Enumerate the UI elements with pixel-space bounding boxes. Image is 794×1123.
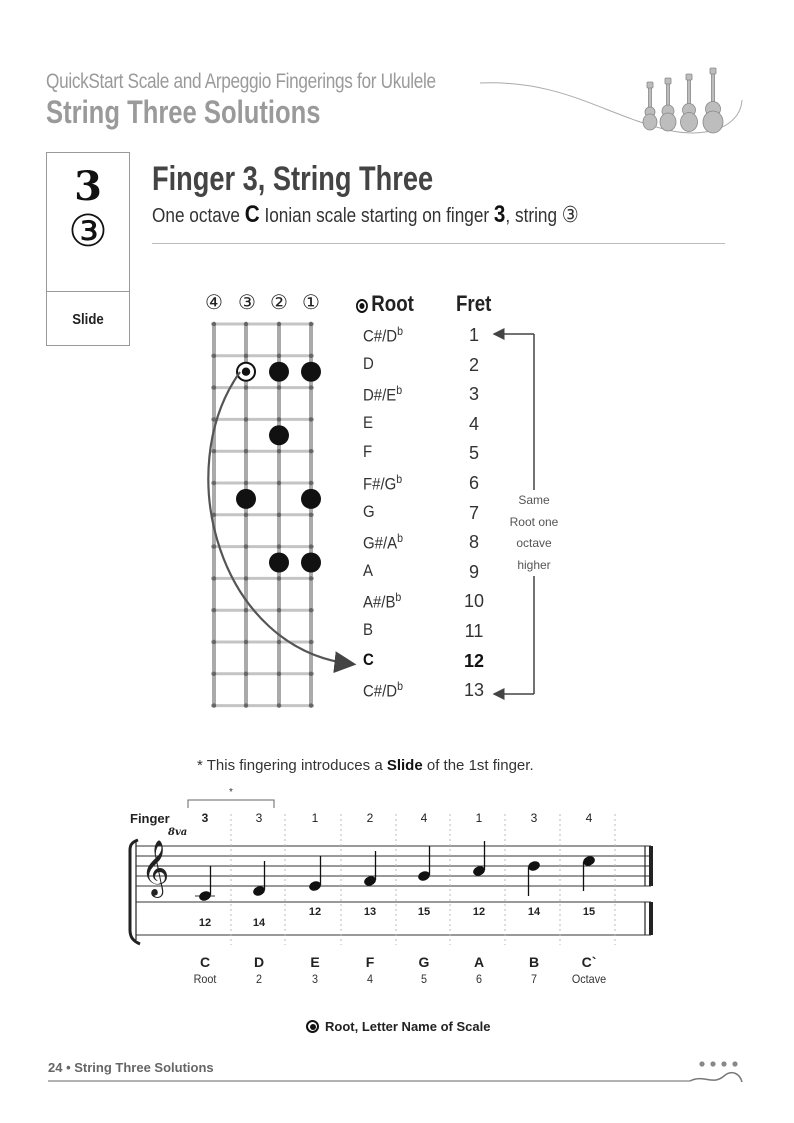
finger-number: 1 — [475, 811, 483, 825]
section-subtitle: One octave C Ionian scale starting on finger 3, string ③ — [152, 201, 579, 228]
subtitle-key: C — [244, 201, 260, 228]
finger-number: 3 — [255, 811, 263, 825]
scale-degree: 4 — [366, 972, 374, 986]
note-name: $D\#/E^b$ — [363, 383, 403, 405]
slide-footnote: * This fingering introduces a Slide of the 1st finger. — [197, 757, 534, 774]
tab-fret-number: 13 — [359, 906, 381, 918]
string-label-2: ② — [270, 290, 288, 314]
scale-note-name: B — [528, 954, 540, 970]
note-name: $G\#/A^b$ — [363, 531, 403, 553]
ottava-mark: 8va — [168, 827, 188, 838]
scale-degree: 7 — [530, 972, 538, 986]
scale-note-name: C — [199, 954, 211, 970]
scale-degree: 6 — [475, 972, 483, 986]
treble-clef-icon: 𝄞 — [141, 840, 170, 896]
fret-number: 4 — [468, 413, 479, 434]
note-name: F — [363, 442, 373, 462]
scale-degree: Octave — [571, 972, 607, 986]
note-name: D — [363, 353, 374, 373]
flat-symbol: b — [397, 679, 403, 694]
fret-number: 12 — [463, 650, 485, 671]
tab-fret-number: 15 — [578, 906, 600, 918]
string-label-3: ③ — [238, 290, 256, 314]
flat-symbol: b — [396, 472, 403, 486]
scale-note-name: F — [365, 954, 375, 970]
finger-number: 3 — [530, 811, 538, 825]
root-legend: Root, Letter Name of Scale — [306, 1018, 490, 1034]
finger-number: 4 — [585, 811, 593, 825]
scale-note-name: D — [253, 954, 265, 970]
scale-degree: 2 — [255, 972, 263, 986]
subtitle-string: ③ — [561, 203, 579, 228]
scale-degree: 5 — [420, 972, 428, 986]
scale-note-name: A — [473, 954, 485, 970]
note-name: E — [363, 412, 373, 432]
page-footer: 24 • String Three Solutions — [48, 1060, 214, 1075]
note-name: B — [363, 620, 373, 639]
note-name: C — [363, 649, 374, 669]
scale-note-name: G — [418, 954, 430, 970]
series-title: QuickStart Scale and Arpeggio Fingerings for Ukulele — [46, 70, 436, 93]
fret-number: 9 — [468, 561, 479, 582]
fret-number: 3 — [468, 384, 479, 405]
fret-column-header: Fret — [456, 291, 492, 316]
octave-note: Same Root one octave higher — [506, 490, 562, 576]
flat-symbol: b — [396, 383, 403, 398]
badge-technique: Slide — [72, 311, 104, 328]
finger-number: 2 — [366, 811, 374, 825]
root-column-header: Root — [356, 291, 414, 317]
tab-fret-number: 14 — [248, 917, 270, 929]
fret-number: 6 — [468, 473, 479, 493]
note-name: $F\#/G^b$ — [363, 472, 403, 494]
finger-number: 3 — [201, 811, 209, 825]
badge-string-number: ③ — [68, 206, 108, 257]
string-label-1: ① — [302, 290, 320, 314]
slide-bracket-marker: * — [229, 787, 233, 798]
fret-number: 11 — [464, 621, 484, 641]
finger-number: 4 — [420, 811, 428, 825]
fret-number: 8 — [468, 532, 479, 553]
fret-number: 5 — [468, 443, 479, 464]
string-label-4: ④ — [205, 290, 223, 314]
fret-number: 13 — [463, 680, 485, 701]
tab-fret-number: 12 — [468, 906, 490, 918]
note-name: $C\#/D^b$ — [363, 679, 403, 701]
finger-number: 1 — [311, 811, 319, 825]
tab-fret-number: 15 — [413, 906, 435, 918]
scale-degree: Root — [193, 972, 217, 986]
scale-note-name: C` — [581, 954, 597, 970]
page-title: String Three Solutions — [46, 94, 321, 130]
tab-fret-number: 12 — [304, 906, 326, 918]
fret-number: 7 — [468, 502, 479, 523]
badge-finger-number: 3 — [74, 163, 102, 210]
section-title: Finger 3, String Three — [152, 160, 434, 198]
note-name: G — [363, 501, 375, 521]
finger-label: Finger — [130, 811, 170, 826]
note-name: $A\#/B^b$ — [363, 590, 402, 613]
tab-fret-number: 12 — [194, 917, 216, 929]
flat-symbol: b — [395, 590, 402, 605]
footer-swirl — [690, 1073, 742, 1082]
flat-symbol: b — [397, 324, 403, 338]
fret-number: 1 — [468, 325, 479, 345]
subtitle-finger: 3 — [493, 201, 506, 228]
tab-fret-number: 14 — [523, 906, 545, 918]
fret-number: 2 — [468, 354, 479, 375]
flat-symbol: b — [397, 531, 403, 546]
note-name: A — [363, 560, 373, 580]
scale-note-name: E — [310, 954, 320, 970]
fret-number: 10 — [463, 591, 485, 612]
note-name: $C\#/D^b$ — [363, 324, 403, 346]
scale-degree: 3 — [311, 972, 319, 986]
